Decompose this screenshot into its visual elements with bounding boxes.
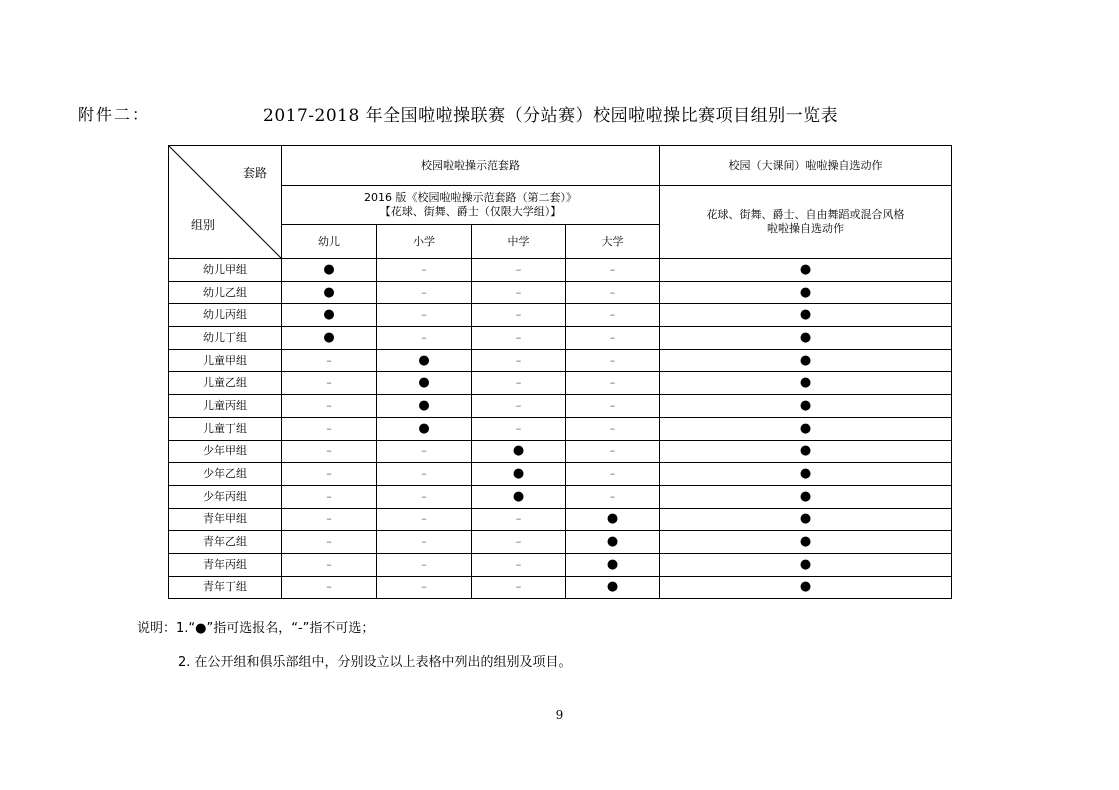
table-cell [377,485,472,508]
page-title: 2017-2018 年全国啦啦操联赛（分站赛）校园啦啦操比赛项目组别一览表 [263,106,839,126]
selectable-marker: ● [323,284,335,300]
selectable-marker: ● [799,579,812,595]
not-selectable-marker: – [326,512,332,526]
group-name-cell: 幼儿丁组 [169,327,282,350]
not-selectable-marker: – [326,557,332,571]
table-cell [566,576,660,599]
selectable-marker: ● [799,466,812,482]
table-row [169,259,952,282]
table-cell [660,576,952,599]
note-line-2: 2. 在公开组和俱乐部组中，分别设立以上表格中列出的组别及项目。 [178,655,572,670]
not-selectable-marker: – [515,308,522,322]
table-cell [282,440,377,463]
not-selectable-marker: – [515,512,522,526]
table-cell [377,508,472,531]
not-selectable-marker: – [421,467,427,481]
not-selectable-marker: – [326,580,332,594]
page-number: 9 [555,708,564,722]
table-cell [566,417,660,440]
table-cell [282,372,377,395]
group-name-cell: 幼儿乙组 [169,281,282,304]
table-cell [660,372,952,395]
not-selectable-marker: – [421,330,427,344]
selectable-marker: ● [418,397,430,413]
not-selectable-marker: – [609,330,616,344]
not-selectable-marker: – [421,512,427,526]
not-selectable-marker: – [515,330,522,344]
not-selectable-marker: – [421,489,427,503]
selectable-marker: ● [799,397,812,413]
table-cell [282,531,377,554]
demo-routine-header: 校园啦啦操示范套路 [282,146,660,186]
selectable-marker: ● [799,284,812,300]
selectable-marker: ● [323,307,335,323]
table-cell [377,304,472,327]
demo-routine-subheader-line1: 2016 版《校园啦啦操示范套路（第二套）》 [364,191,577,204]
selectable-marker: ● [799,375,812,391]
column-header: 大学 [566,225,660,259]
table-cell [377,576,472,599]
selectable-marker: ● [799,511,812,527]
table-row [169,327,952,350]
table-cell [282,576,377,599]
table-cell [377,417,472,440]
selectable-marker: ● [512,443,525,459]
table-cell [660,259,952,282]
table-row [169,553,952,576]
not-selectable-marker: – [326,535,332,549]
group-name-cell: 儿童丁组 [169,417,282,440]
table-cell [566,395,660,418]
not-selectable-marker: – [326,421,332,435]
selectable-marker: ● [323,261,335,277]
group-name-cell: 青年甲组 [169,508,282,531]
column-header: 小学 [377,225,472,259]
table-cell [660,508,952,531]
table-cell [472,508,566,531]
group-name-cell: 少年乙组 [169,463,282,486]
table-cell [472,485,566,508]
table-cell [566,508,660,531]
routine-header-label: 套路 [242,166,267,180]
table-row [169,372,952,395]
selectable-marker: ● [606,511,619,527]
diagonal-header-cell [169,146,282,259]
table-cell [660,485,952,508]
table-cell [660,395,952,418]
selectable-marker: ● [418,375,430,391]
selectable-marker: ● [418,420,430,436]
table-cell [660,463,952,486]
table-cell [377,395,472,418]
group-name-cell: 少年甲组 [169,440,282,463]
table-body [169,259,952,599]
group-name-cell: 儿童丙组 [169,395,282,418]
not-selectable-marker: – [609,262,616,276]
not-selectable-marker: – [609,489,616,503]
not-selectable-marker: – [609,398,616,412]
table-cell [472,327,566,350]
not-selectable-marker: – [421,580,427,594]
selectable-marker: ● [799,261,812,277]
table-row [169,485,952,508]
table-cell [660,327,952,350]
attachment-label: 附件二： [78,105,151,124]
not-selectable-marker: – [326,376,332,390]
table-cell [566,485,660,508]
free-routine-header: 校园（大课间）啦啦操自选动作 [660,146,952,186]
table-cell [282,417,377,440]
demo-routine-subheader [282,186,660,225]
table-cell [566,553,660,576]
group-name-cell: 青年丁组 [169,576,282,599]
not-selectable-marker: – [609,308,616,322]
table-cell [472,576,566,599]
not-selectable-marker: – [515,398,522,412]
not-selectable-marker: – [326,353,332,367]
selectable-marker: ● [606,556,619,572]
table-cell [377,327,472,350]
not-selectable-marker: – [515,285,522,299]
table-row [169,304,952,327]
table-cell [472,417,566,440]
table-cell [566,531,660,554]
table-cell [472,304,566,327]
table-cell [472,281,566,304]
demo-routine-subheader-line2: 【花球、街舞、爵士（仅限大学组）】 [379,205,562,218]
selectable-marker: ● [512,466,525,482]
events-table [168,145,952,599]
selectable-marker: ● [799,534,812,550]
table-cell [472,372,566,395]
table-row [169,417,952,440]
selectable-marker: ● [799,420,812,436]
table-cell [472,531,566,554]
table-cell [660,553,952,576]
group-name-cell: 青年乙组 [169,531,282,554]
table-row [169,508,952,531]
not-selectable-marker: – [326,398,332,412]
column-header: 幼儿 [282,225,377,259]
selectable-marker: ● [799,307,812,323]
selectable-marker: ● [799,443,812,459]
table-row [169,531,952,554]
not-selectable-marker: – [515,557,522,571]
table-row [169,576,952,599]
table-cell [660,417,952,440]
table-cell [566,304,660,327]
not-selectable-marker: – [609,285,616,299]
not-selectable-marker: – [515,376,522,390]
column-header: 中学 [472,225,566,259]
table-cell [566,440,660,463]
not-selectable-marker: – [326,467,332,481]
table-cell [472,395,566,418]
group-header-label: 组别 [191,218,216,232]
table-cell [660,349,952,372]
table-cell [566,327,660,350]
table-cell [472,259,566,282]
table-row [169,281,952,304]
table-cell [660,531,952,554]
not-selectable-marker: – [326,444,332,458]
selectable-marker: ● [799,556,812,572]
not-selectable-marker: – [421,535,427,549]
table-row [169,395,952,418]
selectable-marker: ● [799,488,812,504]
table-cell [566,372,660,395]
table-cell [377,259,472,282]
table-cell [660,281,952,304]
free-routine-subheader-line1: 花球、街舞、爵士、自由舞蹈或混合风格 [706,208,905,221]
table-cell [472,349,566,372]
table-cell [282,281,377,304]
table-cell [282,395,377,418]
not-selectable-marker: – [421,444,427,458]
not-selectable-marker: – [421,308,427,322]
diagonal-line [169,146,281,258]
table-cell [377,440,472,463]
table-cell [377,349,472,372]
not-selectable-marker: – [515,262,522,276]
table-cell [282,485,377,508]
selectable-marker: ● [606,534,619,550]
not-selectable-marker: – [421,262,427,276]
table-cell [377,553,472,576]
table-cell [282,463,377,486]
table-row [169,440,952,463]
note-line-1: 说明：1.“●”指可选报名，“-”指不可选； [137,621,375,636]
not-selectable-marker: – [421,557,427,571]
group-name-cell: 幼儿甲组 [169,259,282,282]
selectable-marker: ● [512,488,525,504]
table-cell [472,463,566,486]
not-selectable-marker: – [515,535,522,549]
table-cell [282,349,377,372]
not-selectable-marker: – [515,353,522,367]
not-selectable-marker: – [609,444,616,458]
selectable-marker: ● [323,329,335,345]
table-cell [660,304,952,327]
selectable-marker: ● [799,329,812,345]
selectable-marker: ● [799,352,812,368]
table-cell [282,553,377,576]
group-name-cell: 幼儿丙组 [169,304,282,327]
table-cell [282,259,377,282]
free-routine-subheader-line2: 啦啦操自选动作 [767,222,844,235]
table-cell [377,531,472,554]
table-row [169,463,952,486]
not-selectable-marker: – [609,376,616,390]
table-cell [282,508,377,531]
not-selectable-marker: – [421,285,427,299]
not-selectable-marker: – [515,421,522,435]
table-cell [660,440,952,463]
table-cell [282,327,377,350]
table-cell [566,463,660,486]
group-name-cell: 少年丙组 [169,485,282,508]
group-name-cell: 青年丙组 [169,553,282,576]
table-cell [377,372,472,395]
table-cell [566,259,660,282]
selectable-marker: ● [606,579,619,595]
selectable-marker: ● [418,352,430,368]
table-cell [472,553,566,576]
group-name-cell: 儿童乙组 [169,372,282,395]
group-name-cell: 儿童甲组 [169,349,282,372]
table-row [169,349,952,372]
not-selectable-marker: – [515,580,522,594]
not-selectable-marker: – [609,353,616,367]
table-cell [377,463,472,486]
table-cell [566,281,660,304]
table-cell [472,440,566,463]
table-cell [566,349,660,372]
not-selectable-marker: – [326,489,332,503]
table-cell [377,281,472,304]
table-cell [282,304,377,327]
not-selectable-marker: – [609,467,616,481]
not-selectable-marker: – [609,421,616,435]
free-routine-subheader [660,186,952,259]
